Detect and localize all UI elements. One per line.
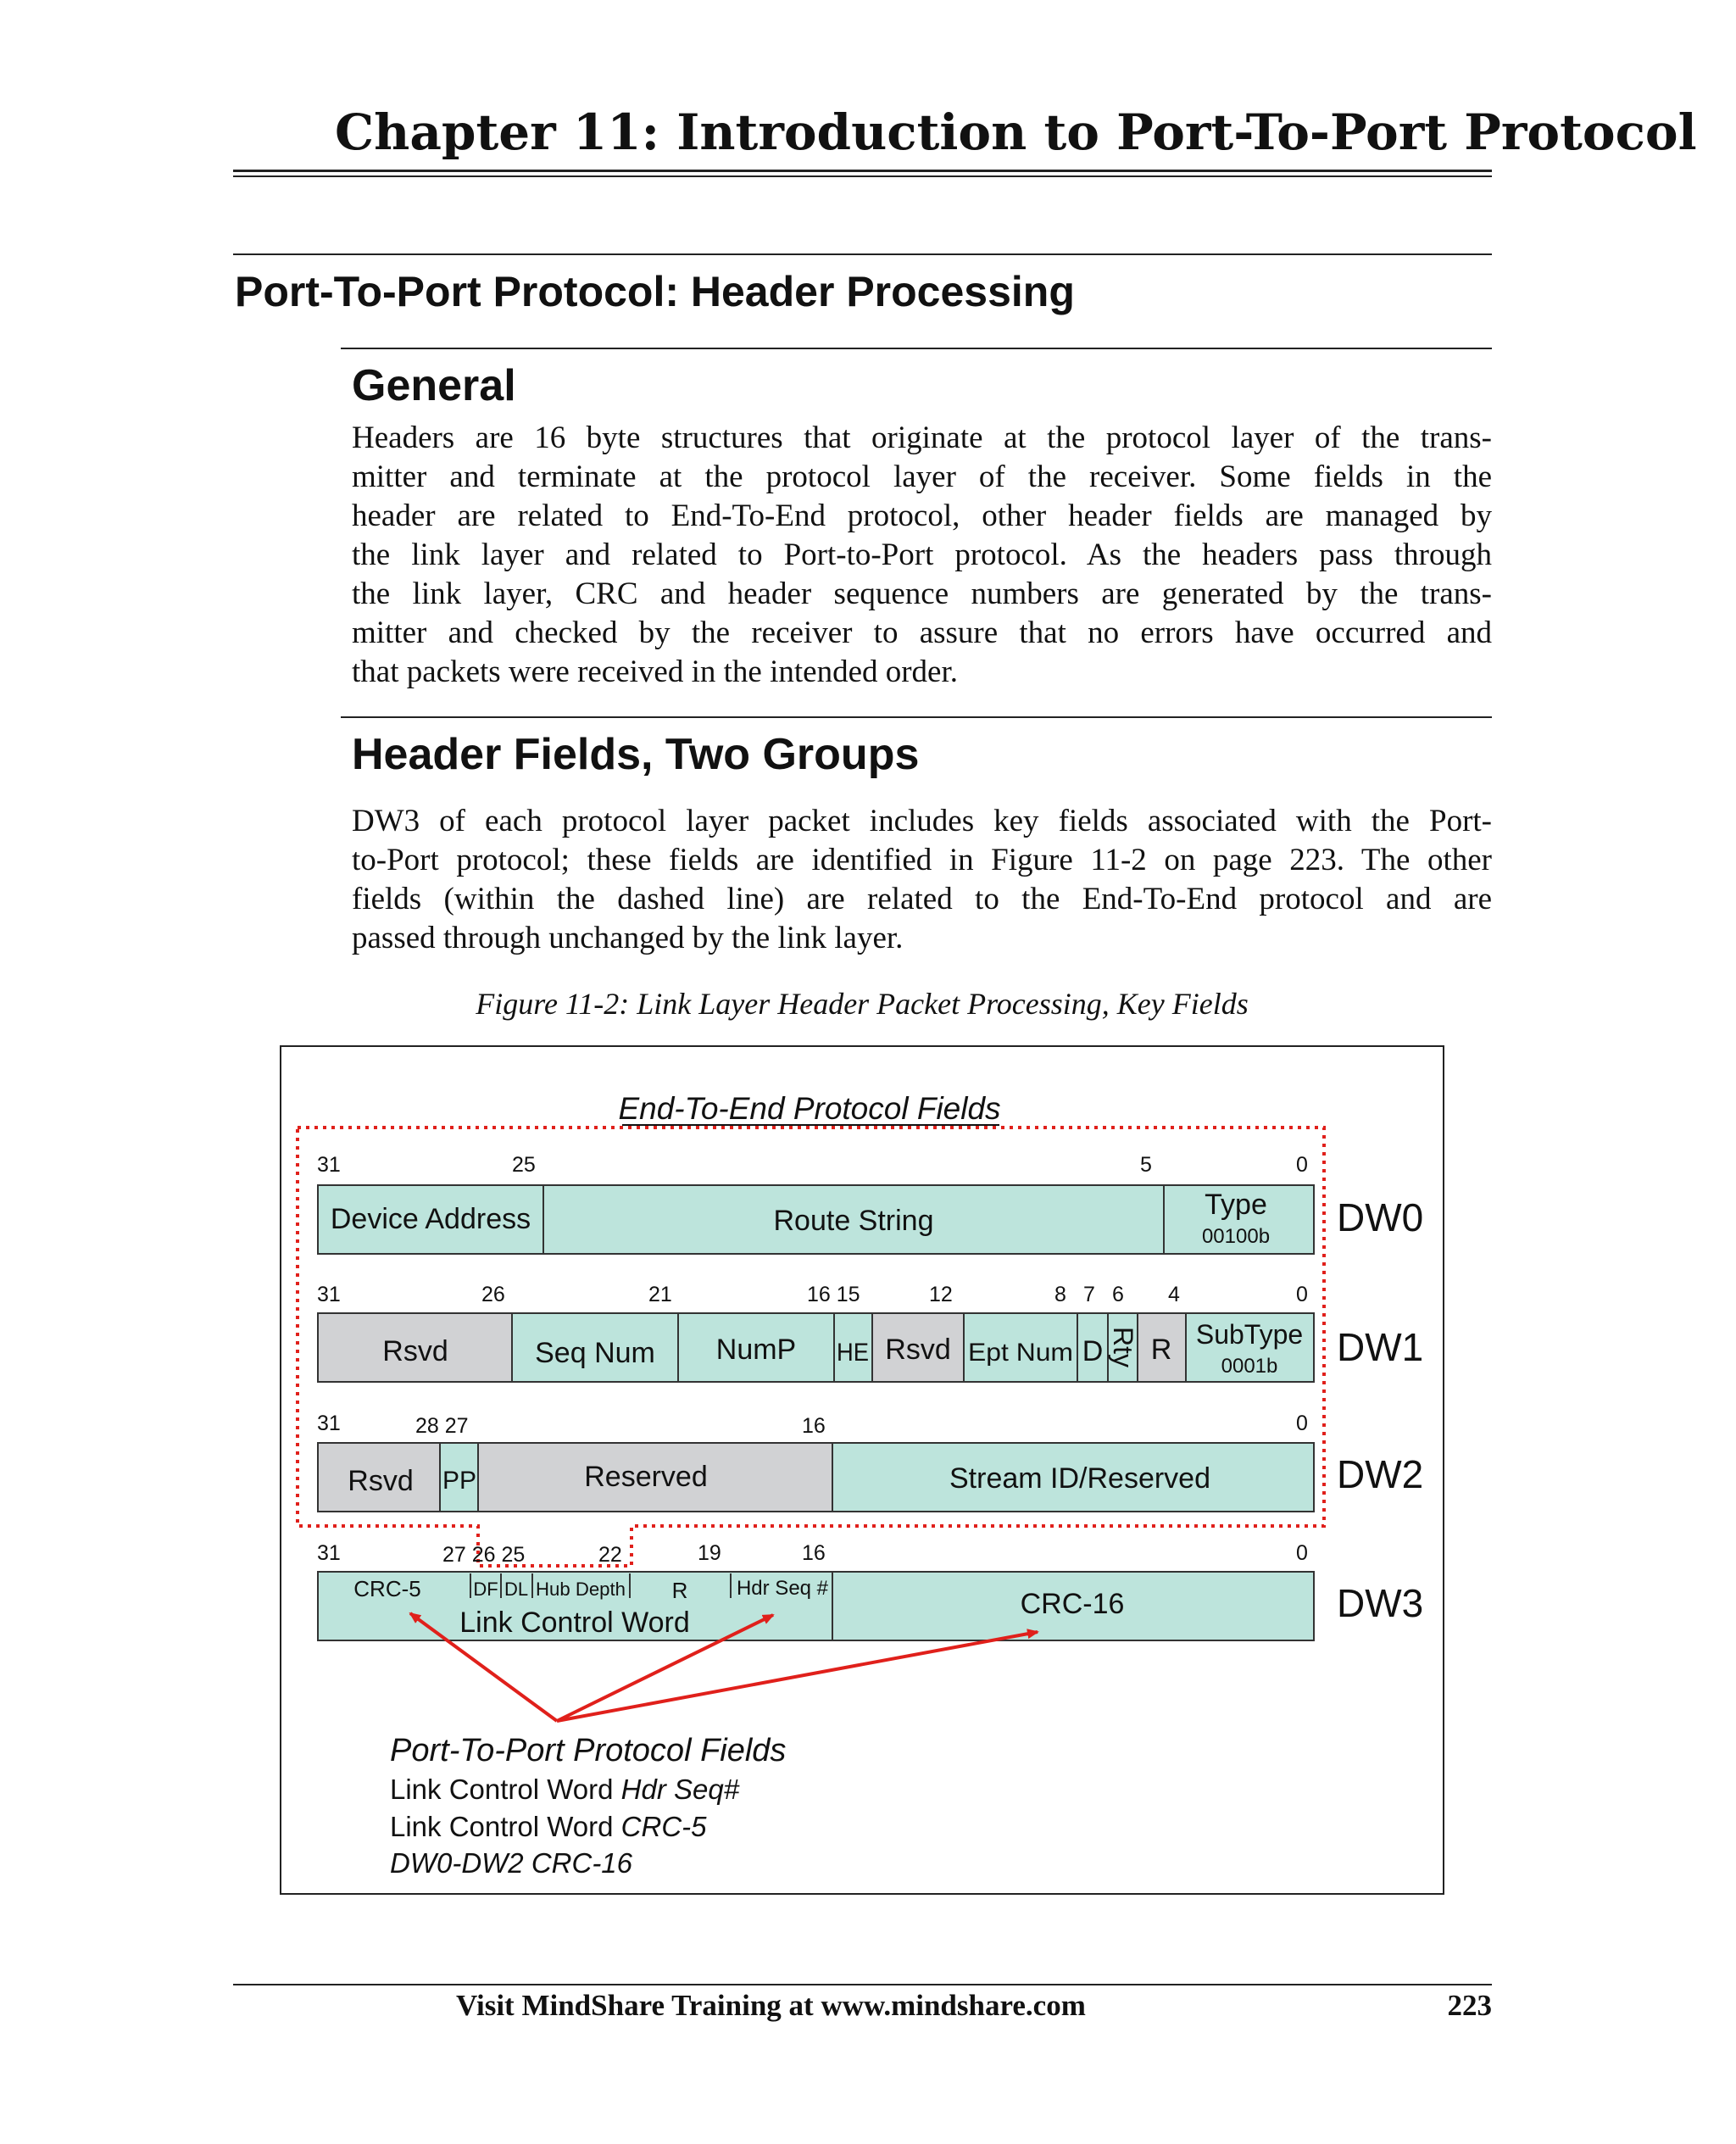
dw1-nump: NumP — [715, 1334, 797, 1366]
dw1-ept-num: Ept Num — [968, 1339, 1073, 1367]
dw3-link-control-word: Link Control Word — [459, 1607, 690, 1639]
dw0-route-string: Route String — [773, 1205, 934, 1237]
dw3-hdr-seq: Hdr Seq # — [736, 1577, 829, 1600]
p2p-line-plain: Link Control Word — [390, 1811, 621, 1842]
section-title: Port-To-Port Protocol: Header Processing — [235, 268, 1075, 315]
dw2-label: DW2 — [1337, 1452, 1424, 1496]
general-line: mitter and checked by the receiver to assure that no errors have occurred and — [352, 615, 1492, 650]
dw0-device-address: Device Address — [330, 1203, 531, 1235]
header-fields-line: to-Port protocol; these fields are identified in Figure 11-2 on page 223. The other — [352, 843, 1492, 877]
dw1-subtype-value: 0001b — [1221, 1355, 1278, 1378]
dw3-bit-16: 16 — [802, 1541, 826, 1565]
dw1-bit-4: 4 — [1168, 1283, 1180, 1306]
dw2-reserved: Reserved — [584, 1461, 708, 1493]
dw0-bit-25: 25 — [512, 1153, 536, 1177]
figure-frame — [280, 1045, 1444, 1895]
p2p-line-plain: Link Control Word — [390, 1774, 621, 1805]
page-number: 223 — [1447, 1989, 1492, 2022]
dw1-rty: Rty — [1108, 1327, 1138, 1367]
general-heading: General — [352, 361, 516, 410]
dw2-bit-0: 0 — [1296, 1412, 1308, 1435]
dw2-pp: PP — [442, 1467, 477, 1495]
dw2-rsvd: Rsvd — [348, 1465, 414, 1497]
p2p-line-hdr-seq — [390, 1774, 740, 1805]
dw1-r: R — [1150, 1334, 1172, 1366]
p2p-line-italic: Hdr Seq# — [620, 1774, 740, 1805]
dw3-df: DF — [473, 1579, 498, 1600]
general-line: that packets were received in the intended order. — [352, 654, 959, 689]
e2e-title: End-To-End Protocol Fields — [618, 1091, 1001, 1126]
dw1-row — [317, 1283, 1423, 1382]
dw3-crc16: CRC-16 — [1020, 1588, 1125, 1620]
dw3-crc5: CRC-5 — [353, 1576, 421, 1601]
dw2-row — [317, 1412, 1423, 1512]
dw3-bit-31: 31 — [317, 1541, 341, 1565]
dw1-bit-31: 31 — [317, 1283, 341, 1306]
dw1-rsvd2: Rsvd — [885, 1334, 951, 1366]
dw2-bit-31: 31 — [317, 1412, 341, 1435]
dw3-label: DW3 — [1337, 1581, 1424, 1625]
dw1-label: DW1 — [1337, 1325, 1424, 1369]
dw1-d: D — [1082, 1335, 1104, 1367]
dw0-label: DW0 — [1337, 1195, 1424, 1239]
dw1-bit-26: 26 — [481, 1283, 505, 1306]
dw1-bit-0: 0 — [1296, 1283, 1308, 1306]
general-line: Headers are 16 byte structures that originate at the protocol layer of the trans- — [352, 420, 1492, 455]
dw3-dl: DL — [504, 1579, 529, 1600]
general-line: header are related to End-To-End protocol, other header fields are managed by — [352, 498, 1492, 533]
link-layer-header-diagram — [281, 1047, 1443, 1893]
dw0-type-value: 00100b — [1201, 1225, 1271, 1248]
p2p-line-italic: CRC-5 — [620, 1811, 707, 1842]
dw3-bit-27-26-25: 27 26 25 — [442, 1543, 526, 1567]
general-line: mitter and terminate at the protocol layer of the receiver. Some fields in the — [352, 459, 1492, 494]
dw1-bit-16-15: 16 15 — [807, 1283, 860, 1306]
dw1-bit-7: 7 — [1083, 1283, 1095, 1306]
header-fields-line: passed through unchanged by the link layer. — [352, 921, 904, 955]
header-rule-bottom — [233, 175, 1492, 177]
dw3-bit-0: 0 — [1296, 1541, 1308, 1565]
dw1-rsvd: Rsvd — [382, 1335, 448, 1367]
header-fields-line: fields (within the dashed line) are related to the End-To-End protocol and are — [352, 882, 1492, 916]
dw1-subtype: SubType — [1195, 1319, 1304, 1350]
header-rule-top — [233, 170, 1492, 172]
header-fields-paragraph — [352, 802, 1492, 958]
dw3-bit-22: 22 — [598, 1543, 622, 1567]
p2p-title: Port-To-Port Protocol Fields — [390, 1733, 787, 1768]
dw0-type: Type — [1205, 1189, 1267, 1221]
header-fields-rule — [341, 716, 1492, 718]
dw2-bit-28-27: 28 27 — [415, 1414, 469, 1438]
general-line: the link layer, CRC and header sequence numbers are generated by the trans- — [352, 576, 1492, 611]
figure-caption: Figure 11-2: Link Layer Header Packet Processing, Key Fields — [476, 987, 1249, 1021]
dw0-row — [317, 1153, 1423, 1254]
p2p-line-crc16: DW0-DW2 CRC-16 — [390, 1847, 633, 1879]
general-paragraph — [352, 419, 1492, 692]
arrow-to-crc16 — [557, 1632, 1038, 1721]
dw2-bit-16: 16 — [802, 1414, 826, 1438]
dw1-bit-6: 6 — [1112, 1283, 1124, 1306]
dw1-seq-num: Seq Num — [535, 1337, 655, 1369]
section-rule — [233, 253, 1492, 255]
dw3-hub-depth: Hub Depth — [536, 1579, 626, 1600]
chapter-title: Chapter 11: Introduction to Port-To-Port Protocol — [335, 103, 1697, 161]
dw0-bit-0: 0 — [1296, 1153, 1308, 1177]
header-fields-heading: Header Fields, Two Groups — [352, 730, 920, 779]
dw1-bit-8: 8 — [1054, 1283, 1066, 1306]
dw1-he: HE — [837, 1339, 869, 1367]
dw3-r: R — [671, 1578, 688, 1603]
dw1-bit-21: 21 — [648, 1283, 672, 1306]
dw0-bit-5: 5 — [1140, 1153, 1152, 1177]
dw3-bit-19: 19 — [698, 1541, 721, 1565]
footer-text: Visit MindShare Training at www.mindshare.com — [456, 1989, 1086, 2022]
dw0-bit-31: 31 — [317, 1153, 341, 1177]
general-rule — [341, 348, 1492, 349]
general-line: the link layer and related to Port-to-Port protocol. As the headers pass through — [352, 537, 1492, 572]
dw2-stream-id: Stream ID/Reserved — [949, 1462, 1210, 1495]
dw3-row — [317, 1541, 1423, 1640]
footer-rule — [233, 1984, 1492, 1985]
dw1-bit-12: 12 — [929, 1283, 953, 1306]
p2p-line-crc5 — [390, 1811, 707, 1842]
header-fields-line: DW3 of each protocol layer packet includes key fields associated with the Port- — [352, 804, 1492, 838]
